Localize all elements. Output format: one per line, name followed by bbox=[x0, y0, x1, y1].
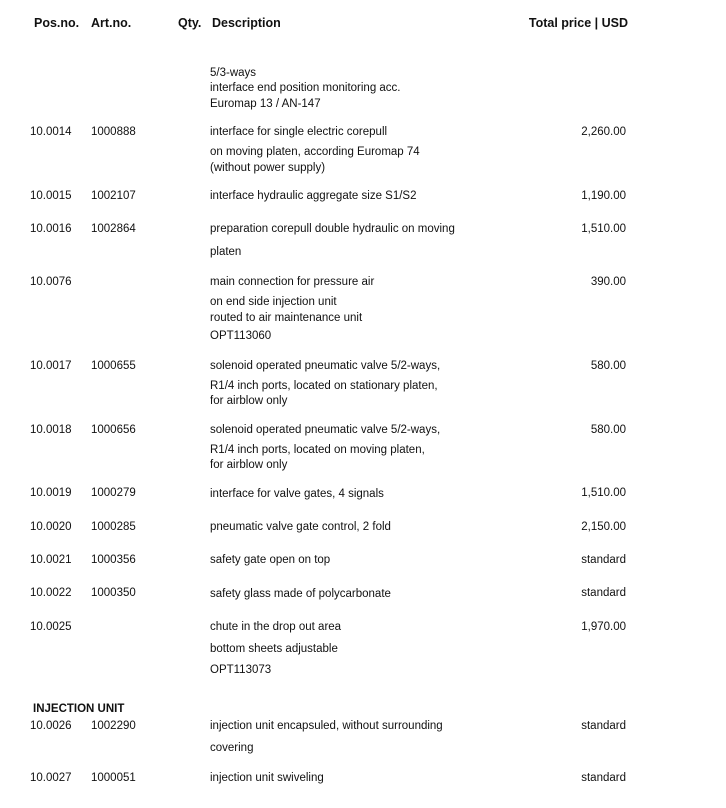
row-art: 1000888 bbox=[91, 126, 136, 138]
row-pos: 10.0025 bbox=[30, 621, 72, 633]
row-desc-line: platen bbox=[210, 246, 242, 258]
row-art: 1000279 bbox=[91, 487, 136, 499]
row-desc-line: covering bbox=[210, 742, 254, 754]
row-desc-line: for airblow only bbox=[210, 459, 288, 471]
row-desc-line: bottom sheets adjustable bbox=[210, 643, 338, 655]
col-header-qty: Qty. bbox=[178, 16, 202, 30]
continuation-line: Euromap 13 / AN-147 bbox=[210, 98, 321, 110]
row-art: 1002290 bbox=[91, 720, 136, 732]
row-pos: 10.0017 bbox=[30, 360, 72, 372]
row-price: 580.00 bbox=[590, 424, 626, 436]
row-pos: 10.0014 bbox=[30, 126, 72, 138]
row-art: 1000285 bbox=[91, 521, 136, 533]
row-price: 580.00 bbox=[590, 360, 626, 372]
row-pos: 10.0027 bbox=[30, 772, 72, 784]
row-art: 1000051 bbox=[91, 772, 136, 784]
row-desc-line: OPT113060 bbox=[210, 330, 272, 342]
row-art: 1002107 bbox=[91, 190, 136, 202]
row-price: standard bbox=[581, 554, 626, 566]
row-price: standard bbox=[581, 587, 626, 599]
row-art: 1000350 bbox=[91, 587, 136, 599]
section-title: INJECTION UNIT bbox=[33, 703, 125, 715]
continuation-line: 5/3-ways bbox=[210, 67, 257, 79]
row-desc-line: safety gate open on top bbox=[210, 554, 331, 566]
row-pos: 10.0022 bbox=[30, 587, 72, 599]
row-price: 1,970.00 bbox=[581, 621, 626, 633]
row-pos: 10.0019 bbox=[30, 487, 72, 499]
row-desc-line: R1/4 inch ports, located on stationary platen, bbox=[210, 380, 438, 392]
row-desc-line: interface hydraulic aggregate size S1/S2 bbox=[210, 190, 417, 202]
row-pos: 10.0026 bbox=[30, 720, 72, 732]
row-pos: 10.0076 bbox=[30, 276, 72, 288]
row-desc-line: injection unit encapsuled, without surrounding bbox=[210, 720, 443, 732]
row-art: 1000655 bbox=[91, 360, 136, 372]
row-pos: 10.0015 bbox=[30, 190, 72, 202]
col-header-description: Description bbox=[212, 16, 281, 30]
row-desc-line: on moving platen, according Euromap 74 bbox=[210, 146, 420, 158]
col-header-pos: Pos.no. bbox=[34, 16, 80, 30]
row-desc-line: injection unit swiveling bbox=[210, 772, 324, 784]
row-desc-line: for airblow only bbox=[210, 395, 288, 407]
row-art: 1002864 bbox=[91, 223, 136, 235]
row-art: 1000356 bbox=[91, 554, 136, 566]
row-price: 2,260.00 bbox=[581, 126, 626, 138]
row-price: standard bbox=[581, 720, 626, 732]
row-desc-line: (without power supply) bbox=[210, 162, 326, 174]
row-desc-line: on end side injection unit bbox=[210, 296, 337, 308]
row-price: 1,190.00 bbox=[581, 190, 626, 202]
row-desc-line: interface for valve gates, 4 signals bbox=[210, 488, 384, 500]
row-pos: 10.0018 bbox=[30, 424, 72, 436]
row-pos: 10.0020 bbox=[30, 521, 72, 533]
row-pos: 10.0016 bbox=[30, 223, 72, 235]
row-price: 1,510.00 bbox=[581, 487, 626, 499]
row-desc-line: interface for single electric corepull bbox=[210, 126, 388, 138]
row-price: 2,150.00 bbox=[581, 521, 626, 533]
row-price: standard bbox=[581, 772, 626, 784]
continuation-line: interface end position monitoring acc. bbox=[210, 82, 401, 94]
row-desc-line: preparation corepull double hydraulic on moving bbox=[210, 223, 455, 235]
row-desc-line: R1/4 inch ports, located on moving platen, bbox=[210, 444, 425, 456]
row-art: 1000656 bbox=[91, 424, 136, 436]
row-desc-line: solenoid operated pneumatic valve 5/2-ways, bbox=[210, 360, 441, 372]
row-desc-line: routed to air maintenance unit bbox=[210, 312, 363, 324]
row-desc-line: OPT113073 bbox=[210, 664, 272, 676]
row-price: 390.00 bbox=[590, 276, 626, 288]
col-header-total-price: Total price | USD bbox=[528, 16, 628, 30]
row-desc-line: main connection for pressure air bbox=[210, 276, 375, 288]
row-desc-line: pneumatic valve gate control, 2 fold bbox=[210, 521, 391, 533]
row-desc-line: safety glass made of polycarbonate bbox=[210, 588, 391, 600]
row-desc-line: solenoid operated pneumatic valve 5/2-ways, bbox=[210, 424, 441, 436]
row-desc-line: chute in the drop out area bbox=[210, 621, 342, 633]
row-pos: 10.0021 bbox=[30, 554, 72, 566]
col-header-art: Art.no. bbox=[91, 16, 132, 30]
row-price: 1,510.00 bbox=[581, 223, 626, 235]
